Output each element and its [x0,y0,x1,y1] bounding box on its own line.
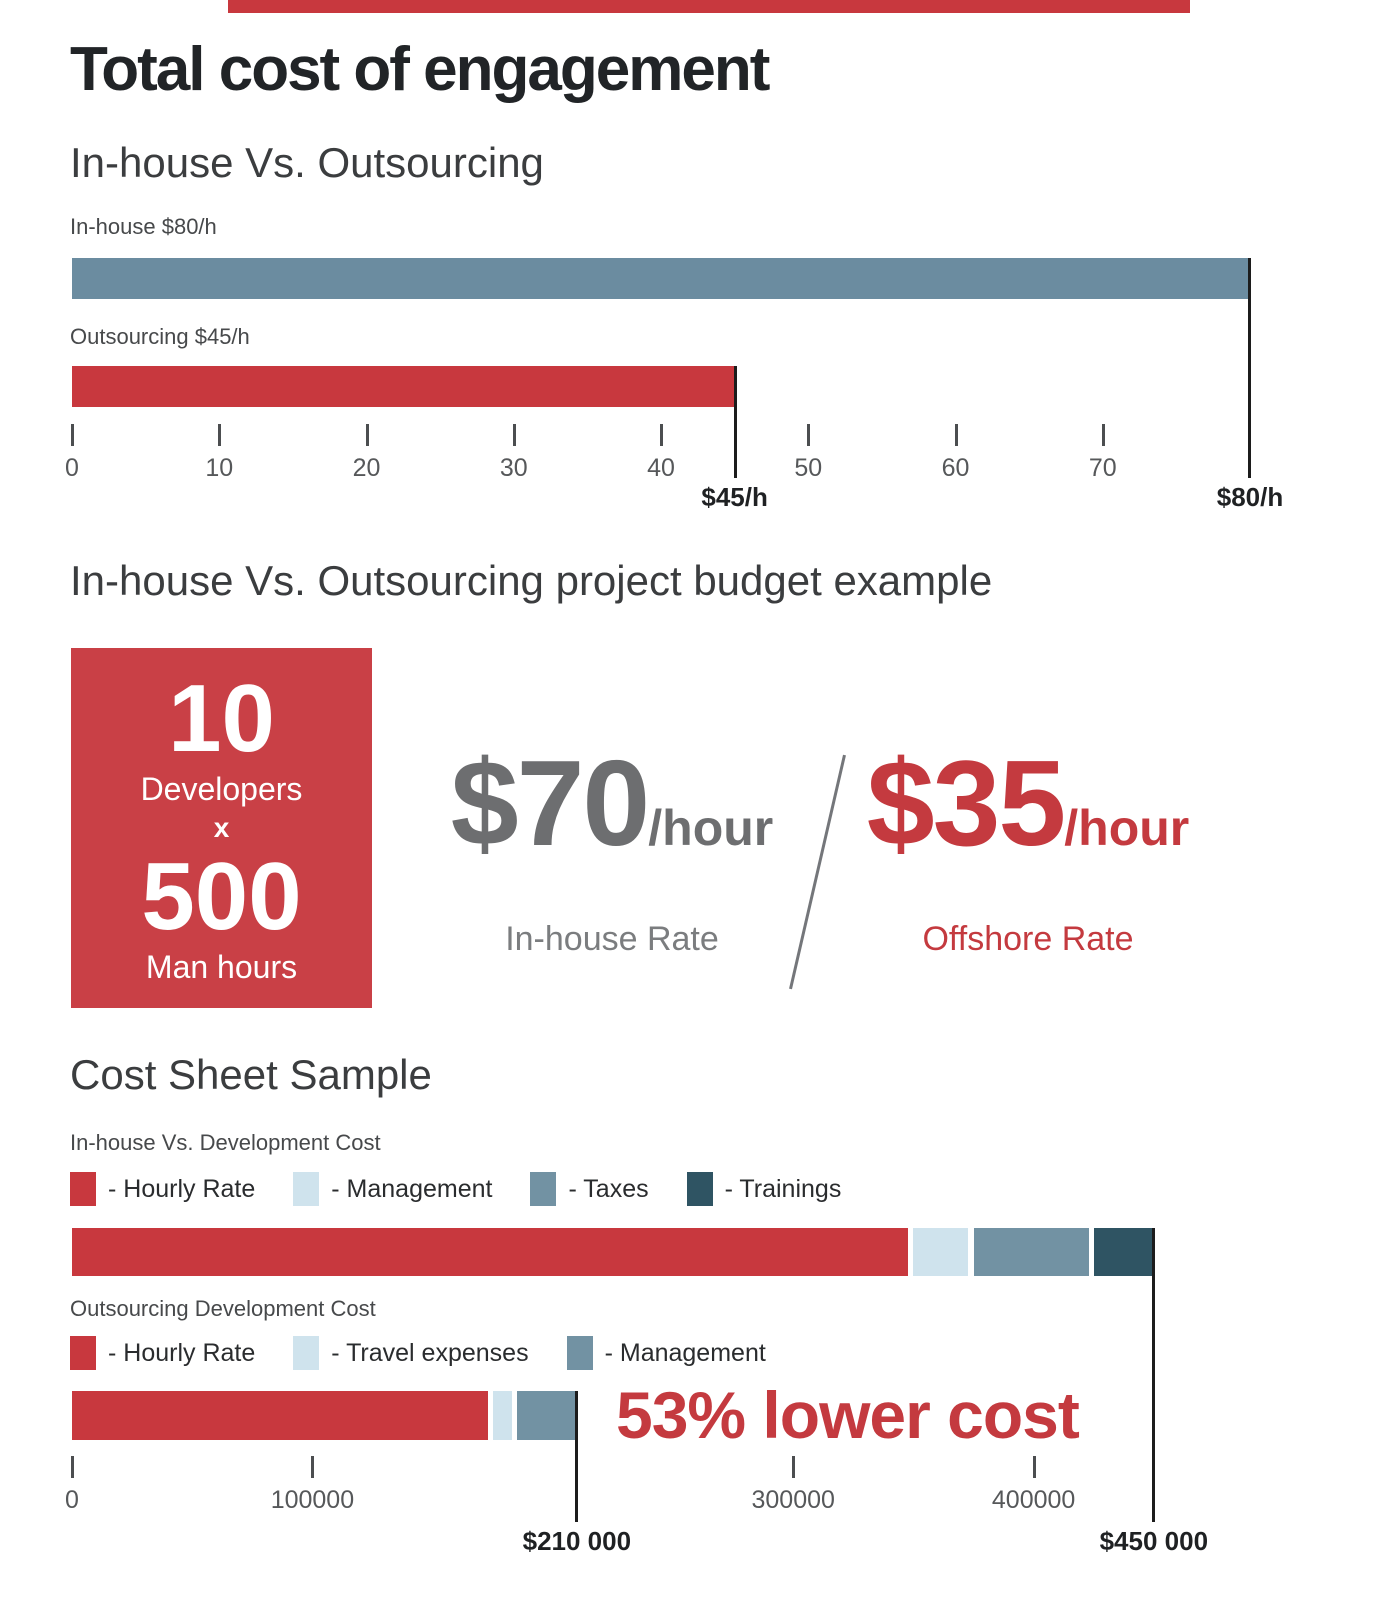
axis-tick [1033,1456,1036,1478]
savings-callout: 53% lower cost [616,1378,1079,1452]
hourly-rate-swatch-icon [70,1172,96,1206]
man-hours-label: Man hours [145,949,298,986]
axis-tick [792,1456,795,1478]
axis-tick-label: 400000 [991,1486,1076,1514]
team-size-card [71,648,372,1008]
travel-expenses-swatch-icon [293,1336,319,1370]
bar-segment-management [913,1228,973,1276]
rate-axis [65,424,1250,488]
axis-tick [71,424,74,446]
legend-item-management [567,1336,766,1370]
axis-tick-label: 50 [794,454,823,482]
axis-tick-label: 40 [647,454,675,482]
inhouse-rate-amount-line [442,735,782,871]
axis-tick-label: 20 [352,454,381,482]
legend-label: - Management [604,1338,766,1367]
offshore-rate-amount-line [858,735,1198,871]
legend-label: - Management [331,1174,493,1203]
management-swatch-icon [567,1336,593,1370]
legend-item-hourly-rate [70,1172,255,1206]
rate-comparison-heading: In-house Vs. Outsourcing [70,139,544,186]
legend-label: - Trainings [724,1174,842,1203]
axis-tick [218,424,221,446]
outsourcing-cost-legend [70,1336,766,1370]
axis-tick-label: 300000 [751,1486,835,1514]
inhouse-rate-caption: In-house Rate [505,920,719,958]
outsourcing-rate-marker-label: $45/h [701,482,768,512]
axis-tick [366,424,369,446]
cost-sheet-heading: Cost Sheet Sample [70,1051,432,1098]
legend-label: - Hourly Rate [108,1174,256,1203]
offshore-rate-amount: $35 [866,735,1065,871]
axis-tick-label: 30 [499,454,528,482]
inhouse-bar-label: In-house $80/h [70,214,217,239]
axis-tick [955,424,958,446]
outsourcing-cost-marker-line [575,1391,578,1522]
outsourcing-cost-chart-title: Outsourcing Development Cost [70,1296,376,1321]
bar-segment-hourly-rate [72,1228,913,1276]
top-red-strip [228,0,1190,13]
developers-count: 10 [168,664,275,772]
bar-segment-taxes [974,1228,1094,1276]
offshore-rate-caption: Offshore Rate [922,920,1134,958]
management-swatch-icon [293,1172,319,1206]
outsourcing-rate-bar [72,366,735,407]
offshore-rate-unit: /hour [1064,800,1190,856]
man-hours-count: 500 [141,843,302,950]
axis-tick-label: 70 [1088,454,1117,482]
legend-label: - Hourly Rate [108,1338,256,1367]
bar-segment-hourly-rate [72,1391,493,1440]
axis-tick-label: 0 [65,454,79,482]
axis-tick [807,424,810,446]
axis-tick [71,1456,74,1478]
bar-segment-management [517,1391,577,1440]
axis-tick [1102,424,1105,446]
inhouse-rate-bar [72,258,1250,299]
axis-tick-label: 0 [65,1486,79,1514]
axis-tick-label: 60 [941,454,970,482]
budget-example-heading: In-house Vs. Outsourcing project budget example [70,557,993,604]
inhouse-rate-marker-line [1248,258,1251,478]
outsourcing-cost-marker-label: $210 000 [522,1526,632,1556]
hourly-rate-swatch-icon [70,1336,96,1370]
axis-tick [311,1456,314,1478]
page-title: Total cost of engagement [70,35,769,104]
cost-axis [65,1456,1250,1520]
inhouse-cost-marker-line [1152,1228,1155,1522]
inhouse-rate-amount: $70 [450,735,649,871]
legend-item-taxes [530,1172,648,1206]
offshore-rate-figure [858,735,1198,959]
legend-item-travel-expenses [293,1336,528,1370]
axis-tick [660,424,663,446]
axis-tick-label: 10 [205,454,234,482]
axis-tick [513,424,516,446]
inhouse-cost-chart-title: In-house Vs. Development Cost [70,1130,381,1155]
bar-segment-trainings [1094,1228,1154,1276]
trainings-swatch-icon [687,1172,713,1206]
inhouse-rate-marker-label: $80/h [1216,482,1284,512]
developers-label: Developers [140,771,303,807]
inhouse-cost-legend [70,1172,841,1206]
legend-item-hourly-rate [70,1336,255,1370]
multiply-sign: x [213,812,230,843]
inhouse-cost-marker-label: $450 000 [1099,1526,1209,1556]
divider-slash [789,755,846,990]
axis-tick-label: 100000 [270,1486,355,1514]
legend-item-trainings [687,1172,842,1206]
inhouse-rate-unit: /hour [648,800,774,856]
legend-item-management [293,1172,492,1206]
inhouse-cost-bar [72,1228,1250,1276]
inhouse-rate-figure [442,735,782,959]
legend-label: - Taxes [568,1174,649,1203]
outsourcing-rate-marker-line [734,366,737,478]
outsourcing-bar-label: Outsourcing $45/h [70,324,250,349]
legend-label: - Travel expenses [331,1338,529,1367]
bar-segment-travel-expenses [493,1391,517,1440]
taxes-swatch-icon [530,1172,556,1206]
